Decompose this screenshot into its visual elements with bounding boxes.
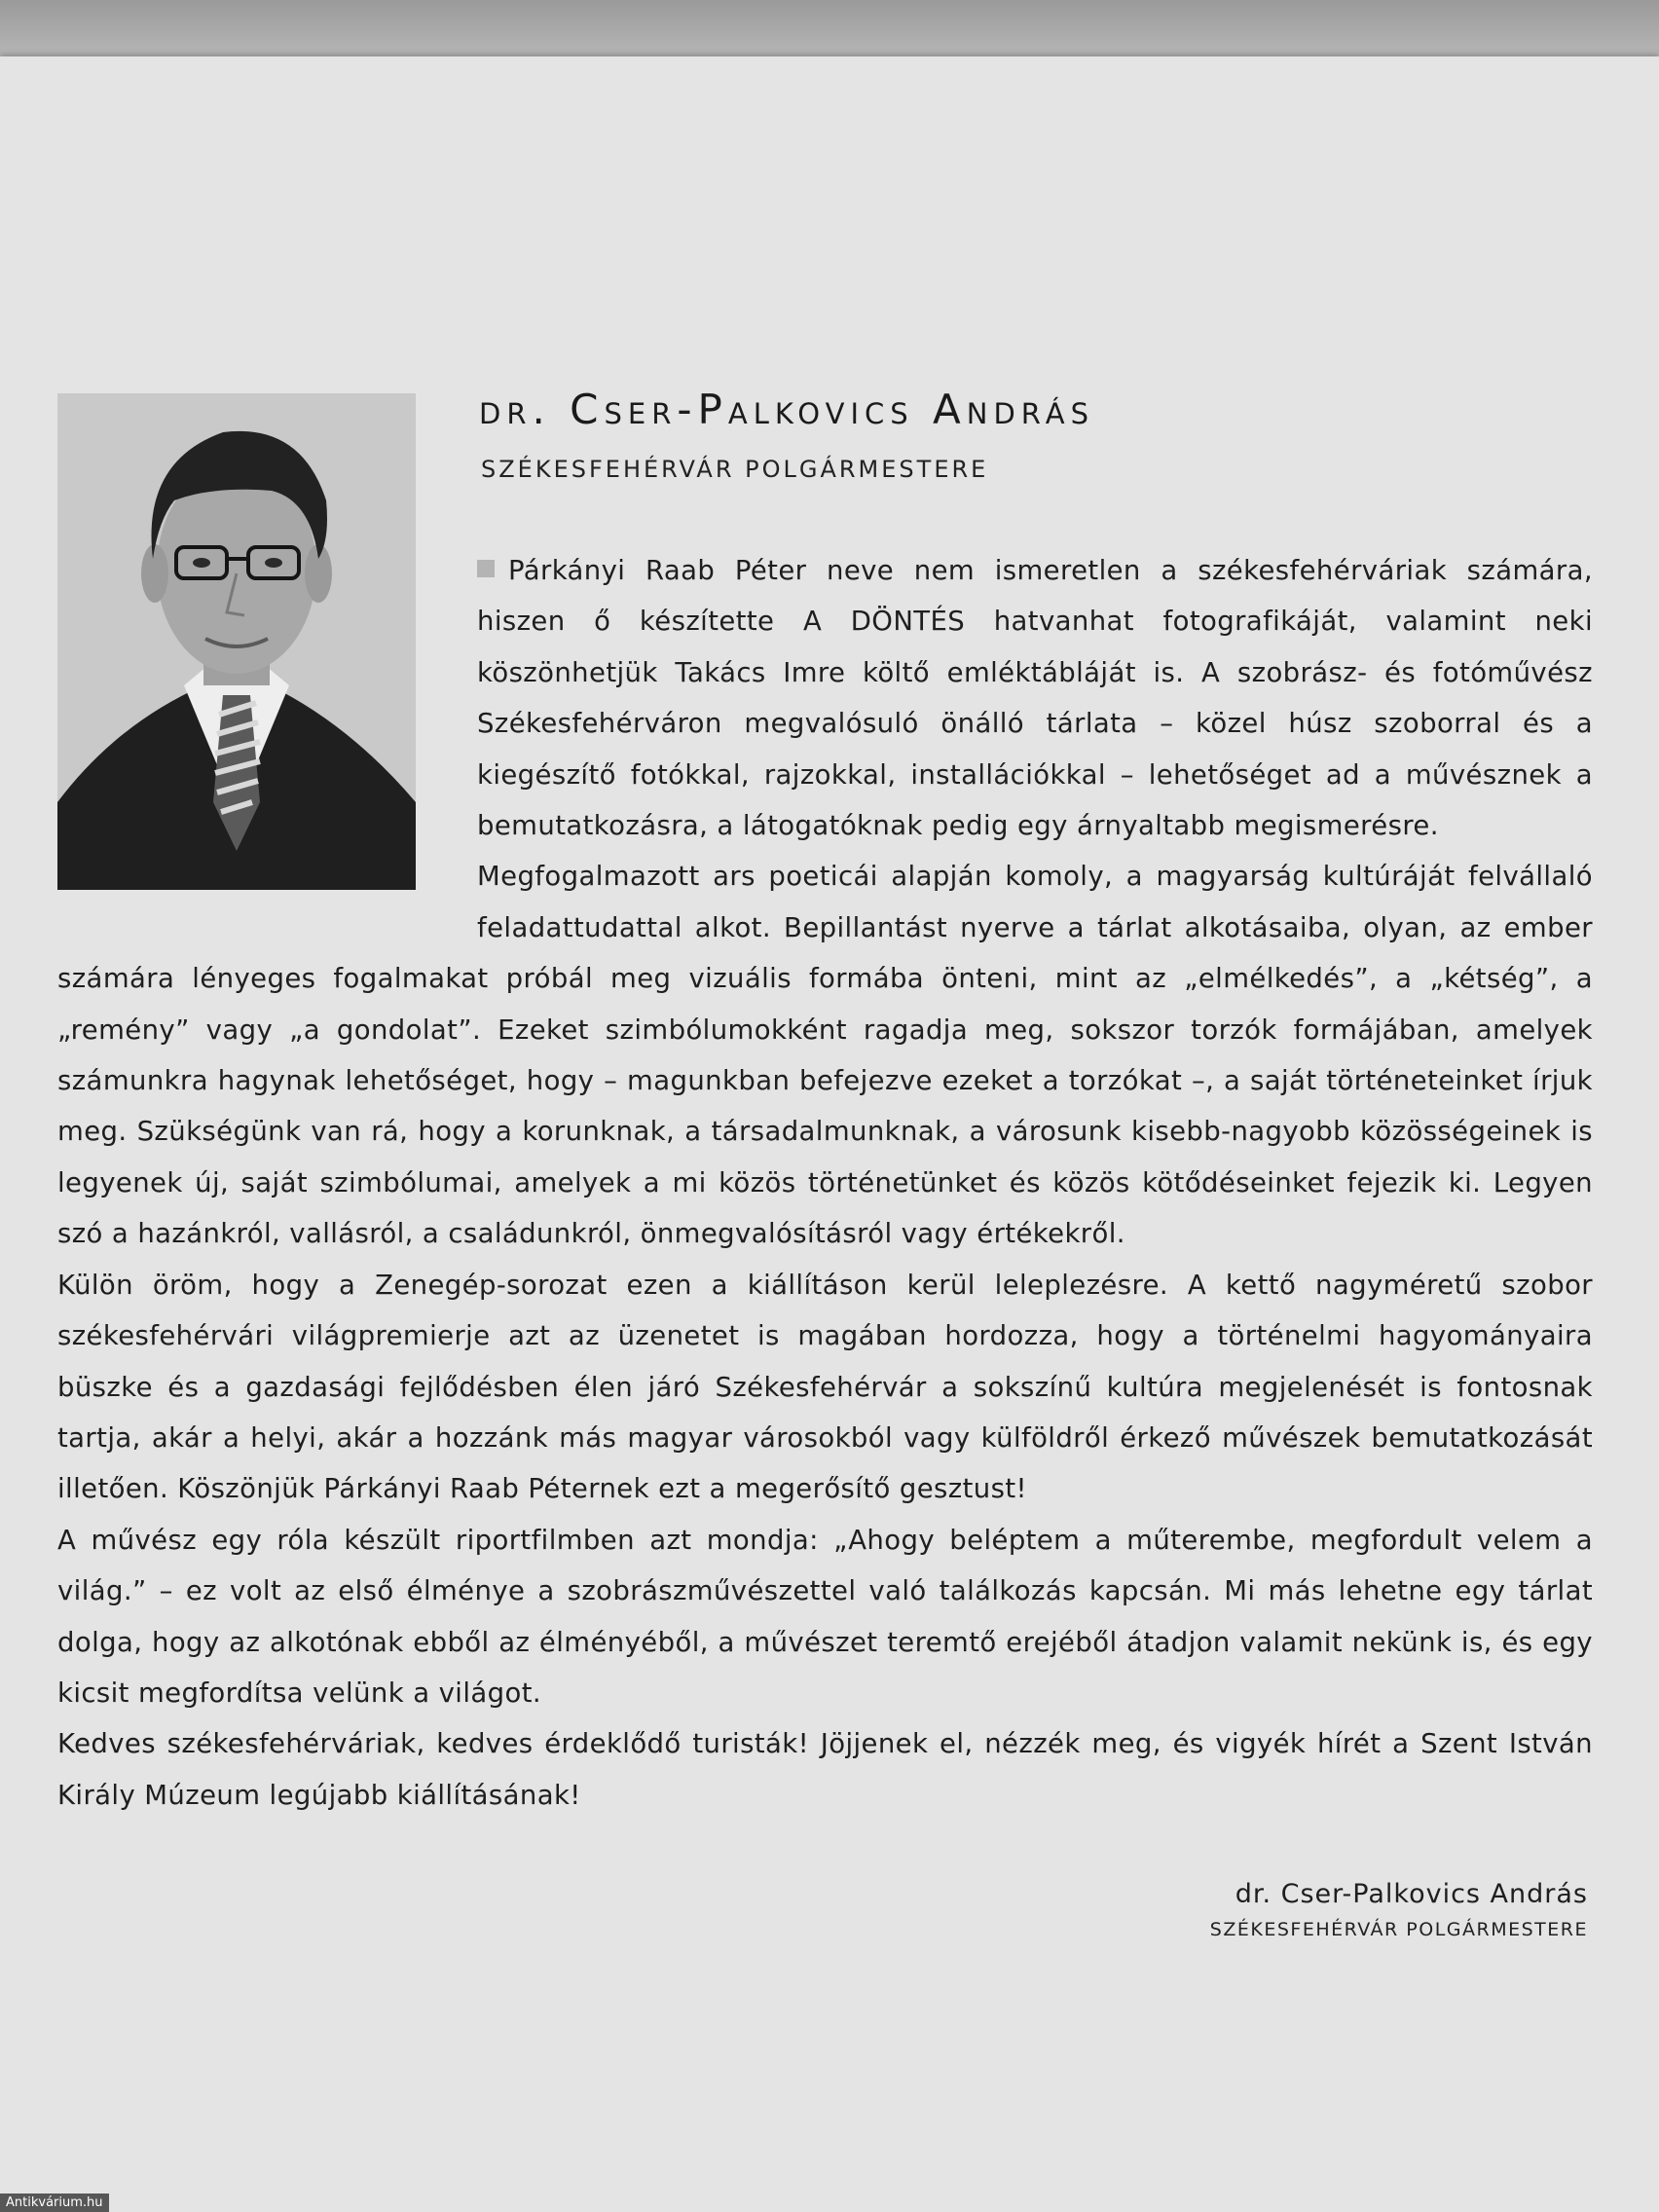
paragraph: Megfogalmazott ars poeticái alapján komoly, a magyarság kultúráját felvállaló feladattudattal alkot. Bepillantást nyerve a tárlat alkotásaiba, olyan, az ember számára lényeges fogalmakat próbál meg vizuális formába önteni, mint az „elmélkedés”, a „kétség”, a „remény” vagy „a gondolat”. Ezeket szimbólumokként ragadja meg, sokszor torzók formájában, amelyek számunkra hagynak lehetőséget, hogy – magunkban befejezve ezeket a torzókat –, a saját történeteinket írjuk meg. Szükségünk van rá, hogy a korunknak, a társadalmunknak, a városunk kisebb-nagyobb közösségeinek is legyenek új, saját szimbólumai, amelyek a mi közös történetünket és közös kötődéseinket fejezik ki. Legyen szó a hazánkról, vallásról, a családunkról, önmegvalósításról vagy értékekről. <box>57 861 1593 1250</box>
signature-block <box>1210 1879 1588 1940</box>
background-wall <box>0 0 1659 60</box>
page-subtitle: SZÉKESFEHÉRVÁR POLGÁRMESTERE <box>481 456 989 483</box>
body-text <box>57 545 1593 1821</box>
watermark: Antikvárium.hu <box>0 2194 109 2212</box>
paragraph: Külön öröm, hogy a Zenegép-sorozat ezen a kiállításon kerül leleplezésre. A kettő nagyméretű szobor székesfehérvári világpremierje azt az üzenetet is magában hordozza, hogy a történelmi hagyományaira büszke és a gazdasági fejlődésben élen járó Székesfehérvár a sokszínű kultúra megjelenését is fontosnak tartja, akár a helyi, akár a hozzánk más magyar városokból vagy külföldről érkező művészek bemutatkozását illetően. Köszönjük Párkányi Raab Péternek ezt a megerősítő gesztust! <box>57 1269 1593 1505</box>
document-page <box>0 56 1659 2212</box>
signature-name: dr. Cser-Palkovics András <box>1235 1879 1588 1909</box>
paragraph: Kedves székesfehérváriak, kedves érdeklődő turisták! Jöjjenek el, nézzék meg, és vigyék hírét a Szent István Király Múzeum legújabb kiállításának! <box>57 1728 1593 1811</box>
photo-wrap-spacer <box>57 545 477 929</box>
paragraph: A művész egy róla készült riportfilmben azt mondja: „Ahogy beléptem a műterembe, megfordult velem a világ.” – ez volt az első élménye a szobrászművészettel való találkozás kapcsán. Mi más lehetne egy tárlat dolga, hogy az alkotónak ebből az élményéből, a művészet teremtő erejéből átadjon valamit nekünk is, és egy kicsit megfordítsa velünk a világot. <box>57 1524 1593 1709</box>
paragraph-marker-icon <box>477 560 495 577</box>
signature-title: SZÉKESFEHÉRVÁR POLGÁRMESTERE <box>1209 1919 1588 1940</box>
page-title: dr. Cser-Palkovics András <box>479 386 1094 433</box>
paragraph-text: Párkányi Raab Péter neve nem ismeretlen a székesfehérváriak számára, hiszen ő készítette A DÖNTÉS hatvanhat fotografikáját, valamint neki köszönhetjük Takács Imre költő emléktábláját is. A szobrász- és fotóművész Székesfehérváron megvalósuló önálló tárlata – közel húsz szoborral és a kiegészítő fotókkal, rajzokkal, installációkkal – lehetőséget ad a művésznek a bemutatkozásra, a látogatóknak pedig egy árnyaltabb megismerésre. <box>477 555 1593 842</box>
